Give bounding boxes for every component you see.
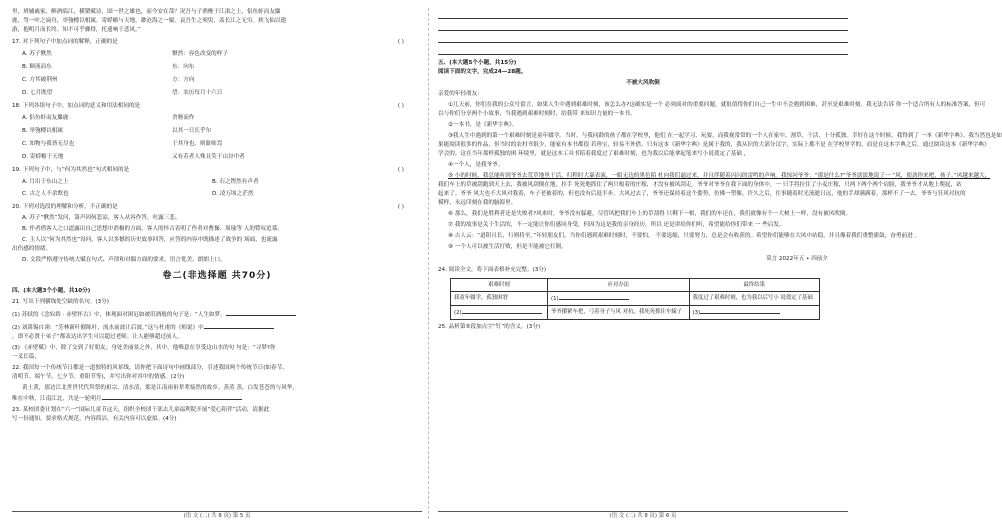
option-d-note: 望：农历每月十六日 — [172, 90, 223, 96]
paragraph-2: ②一本书，是《新华字典》。 — [448, 122, 518, 128]
table-header: 最终结果 — [689, 279, 820, 292]
q24-table — [450, 278, 820, 320]
option-a-pair: 舍簪而作 — [172, 115, 195, 121]
paragraph-3-end: 学会的。这在当年那样孤独的困 环境里，就是这本工具书陪着我度过了艰难时刻，也为我以后能拿起笔来写小说奠定了基础 ， — [438, 151, 750, 157]
option-a: A. 苏子愀然 — [22, 51, 52, 57]
q21-item-3: (3) 《赤壁赋》中，除了交到了好朋友、身处美丽景之外，其中，他唯意在享受这山水的句 句是：“寻梦?你 — [12, 345, 276, 351]
option-d: D. 凌万顷之茫然 — [212, 191, 254, 197]
page-footer: (语 文 (二) 共 8 页) 第 6 页 — [609, 513, 677, 519]
section-title: 四、(本大题3个小题，共10分) — [12, 288, 91, 294]
volume-two-title: 卷二(非选择题 共70分) — [162, 271, 272, 281]
paragraph-1: ①几天前，你们在我的公众号留言，如果人生中遇到艰难时刻，该怎么办?这确实是一个 必须面对的重要问题，就很值得你们自己一生中不会遇到困难，甚至是艰难时刻。我无法告诉 你一个适合所有人的标准答案，但可 — [448, 102, 986, 108]
answer-line[interactable] — [438, 22, 848, 31]
salutation: 亲爱的年轻朋友： — [438, 91, 483, 97]
question-23-cont: 写一份通知。要求格式规范，内容简洁。有关内容可以虚拟。(4分) — [12, 416, 177, 422]
option-d-pair: 又有若者人殊且笑于山谷中者 — [172, 154, 245, 160]
blank-fill[interactable] — [226, 309, 296, 316]
paragraph-9: ⑨ 一个人可以被生活打败，但是不能被它打倒。 — [448, 244, 567, 250]
option-c-cont: 出伤感的情绪。 — [12, 246, 52, 252]
section-intro: 阅读下面的文字，完成24—28题。 — [438, 69, 527, 75]
option-a: A. 苏子“愀然”发问，箫声因何悲凉，客人从容作答，吐露三悲。 — [22, 215, 181, 221]
option-c-note: 方：方向 — [172, 77, 195, 83]
answer-paren: ( ) — [397, 204, 404, 210]
table-header: 应对办法 — [547, 279, 689, 292]
paragraph-7: ⑦ 我的故事是关于生活的，不一定能让你们感同身受，但因为这是我的亲身经历，所以 还是讲给你们听，希望能给你们带来 一 些启发。 — [448, 222, 785, 228]
paragraph-4: ④一个人，是我爷爷。 — [448, 162, 504, 168]
table-cell: 我童年辍学，孤独困窘 — [451, 292, 548, 306]
option-b: B. 作者借客人之口道露出自己思想中消极的方面，客人的怀古表明了作者对曹操、周瑜等 人的赞叹追慕。 — [22, 226, 283, 232]
option-b-note: 东：向东 — [172, 64, 195, 70]
q21-item-3-cont: 一叉长篇， — [12, 354, 40, 360]
answer-paren: ( ) — [397, 39, 404, 45]
question-stem: 19. 下列句子中，与“何为其然也”句式相同的是 — [12, 167, 130, 173]
question-stem: 20. 下列对选段的理解和分析，不正确的是 — [12, 204, 118, 210]
option-d: D. 文段严格遵守传统大赋在句式、声律和对偶方面的要求，语言优美，朗朗上口。 — [22, 257, 226, 263]
option-a: A. 侣鱼虾而友麋鹿 — [22, 115, 69, 121]
question-20 — [12, 203, 422, 265]
question-25: 25. 品析第⑤段加点字“钉”的含义。(3分) — [438, 324, 541, 330]
q22-poem-cont: 唯在中秋，江南江北，共是一轮明月 — [12, 393, 422, 404]
option-a: A. 月出于东山之上 — [22, 179, 69, 185]
paragraph-8: ⑧ 古人云：“道阻且长，行则将至。”年轻朋友们，当你们遇到艰难时刻时，不要怕， 不要退缩，只要努力，总是会有收获的。希望你们能够在大风中站稳，并且像着我们重整旗鼓，奋勇前进 。 — [448, 233, 921, 239]
option-b-pair: 以其一日长乎尔 — [172, 128, 212, 134]
blank-fill[interactable] — [102, 393, 242, 400]
q21-item-2: (2) 刘禹锡自诩：“芳林新叶催陈叶，流水前波让后波。”这与杜甫的《师说》中 — [12, 322, 422, 333]
question-21: 21. 写出下列横线处空缺的名句。(3分) — [12, 299, 109, 305]
question-23: 23. 某校团委计划在“六一”国际儿童节这天，组织全校团干部去儿童福利院开展“爱心陪伴”活动，请据此 — [12, 407, 270, 413]
answer-lines — [438, 10, 848, 55]
option-b: B. 举匏樽以相属 — [22, 128, 63, 134]
passage-line: 游，抱明月而长终。知不可乎骤得，托遗响于悲风。” — [12, 27, 141, 33]
paragraph-3-cont: 果能阅读很多的作品，但当时的农村书很少，能家有本书都很 若珍宝，轻易不外借，只有这本《新华字典》是属于我的，我从识的大部分汉字，实际上都不是 在学校里学的，而是在这本字典之后，通过阅读这本《新华字典》 — [438, 142, 990, 148]
paragraph-5-end: 模样，永远印刻在我的脑海里。 — [438, 200, 517, 206]
q21-item-2-cont: ，即不必贤于弟子”都表达出学生可以超过老师。让人能够超过前人。 — [12, 334, 183, 340]
option-d: D. 七月既望 — [22, 90, 53, 96]
paragraph-5-cont: 我们车上的草被刮跑到天上去，我被风刮倒在地，拉手 死死地抓住了两只根着的庄稼，才没有被风刮走。爷爷对爷爷在我下面的身体中，一 只手将拉住了小麦庄稼，只两下两个两个肩膀，我爷爷才从地上爬起，站 — [438, 182, 962, 188]
option-c: C. 方其破荆州 — [22, 77, 58, 83]
question-22: 22. 我国每一个传统节日都是一道独特的风景线，请你把下面诗句中画线部分，引述我国两个传统节日(如春节、 — [12, 365, 288, 371]
question-24: 24. 阅读全文，将下面表格补充完整。(3分) — [438, 267, 547, 273]
paragraph-1-cont: 以与你们分享两个小故事，当我遇到艰难时刻时，给我带 来知识力量的一本书。 — [438, 111, 636, 117]
passage-continuation — [12, 8, 422, 35]
table-cell: 我度过了艰难时刻，也为我以后写小 说奠定了基础 — [689, 292, 820, 306]
section-five — [438, 59, 1002, 332]
answer-line[interactable] — [438, 34, 848, 43]
section-title: 五、(本大题5个小题，共15分) — [438, 60, 517, 66]
option-b: B. 石之铿然有声者 — [212, 179, 259, 185]
question-stem: 18. 下列各组句子中，加点词的意义和用法相同的是 — [12, 103, 141, 109]
option-c: C. 知物与我皆无尽也 — [22, 141, 75, 147]
table-cell[interactable]: (2) — [451, 306, 548, 320]
q22-poem: 黄土黄，那边江北世世代代拜祭的祖宗，清水清，那是江南祖祖辈辈接然的故乡。蒸蒸 蒸，白发苍苍的与风华， — [22, 385, 298, 391]
passage-line: 里，班辅戚家，醉酒临江，横槊赋诗，固一世之雄也，而今安在哉？况吾与子渔樵于江渚之上，侣鱼虾而友麋 — [12, 9, 281, 15]
answer-paren: ( ) — [397, 103, 404, 109]
table-header: 艰难时刻 — [451, 279, 548, 292]
page-divider — [428, 8, 429, 519]
q21-item-1: (1) 苏轼的《念奴娇 · 赤壁怀古》中，体现面对困厄如被旧酒般的句子是：“人生如梦， — [12, 309, 422, 320]
option-c: C. 主人以“何为其然也”设问，客人以多憾的历史故事回答，应答的内容中既描述了战争的 场面，也流露 — [22, 237, 278, 243]
answer-line[interactable] — [438, 10, 848, 19]
table-cell: 爷爷攥紧车把，弓着身子与风 对抗，我死死抓住车辕子 — [547, 306, 689, 320]
table-cell[interactable]: (3) — [689, 306, 820, 320]
question-stem: 17. 对下列句子中加点词的解释，正确的是 — [12, 39, 118, 45]
paragraph-6: ⑥ 那么，我们是胜利者还是失败者?风来时，爷爷没有躲避，尽管风把我们车上的草刮得 只剩下一根，我们的车还在，我们就像有个一大树上一样，没有被风吹倒。 — [448, 211, 852, 217]
question-19 — [12, 166, 422, 199]
answer-line[interactable] — [438, 46, 848, 55]
signature: 莫言 2022年五 • 四前夕 — [765, 256, 828, 262]
paragraph-5-cont: 起来了。爷爷 风大也不大风对我着，车子老被着的，但也没有后退半步，大风过去了，爷爷还保持着这个姿势，仿佛一塑像。许久之后，往事随着时光流逝日远，他的手却满满着，那样不了一去。爷爷与狂风对抗的 — [438, 191, 966, 197]
question-17 — [12, 38, 422, 98]
option-d: D. 寄蜉蝣于天地 — [22, 154, 64, 160]
section-four — [12, 287, 422, 424]
left-page — [12, 0, 422, 527]
passage-line: 鹿，驾一叶之扁舟，举匏樽以相属。寄蜉蝣与天地，渺沧海之一粟。哀吾生之须臾，羡长江之无穷。挟飞仙以遨 — [12, 18, 287, 24]
page-footer: (语 文 (二) 共 8 页) 第 5 页 — [183, 513, 251, 519]
question-18 — [12, 102, 422, 162]
table-cell[interactable]: (1) — [547, 292, 689, 306]
question-22-cont: 清明节、端午节、七夕节、重阳节等)，并写出你对其中的情感。(2分) — [12, 374, 185, 380]
option-c-pair: 于其身也，则耻师焉 — [172, 141, 223, 147]
option-b: B. 顺流而东 — [22, 64, 52, 70]
blank-fill[interactable] — [204, 322, 274, 329]
paragraph-5: ⑤ 小的时候，我总能听到爷爷去荒草地里干活，归程时大暴表演，一眼无边的黑色陌 杜向我们逼过来，并且伴随着闪闪的雷鸣的声响。我惊问爷爷：“那是什么?”爷爷淡淡地说了一 “风，使劲你来吧，孩子。”风越来越大， — [448, 173, 991, 179]
article-title: 不被大风吹倒 — [626, 80, 660, 86]
right-page — [438, 0, 1002, 527]
option-a-note: 愀然：容色改变的样子 — [172, 51, 228, 57]
paragraph-3: ③我人生中遇到的第一个艰难时刻是童年辍学。当时，与我同龄的孩子都在学校里，他们 在一起学习、玩耍，而我视常常的一个人在家中、割草、干活，十分孤独。幸好在这个时候，我得到了 一本《新华字典》。我当然也是如 — [448, 133, 1002, 139]
option-c: C. 古之人不余欺也 — [22, 191, 69, 197]
answer-paren: ( ) — [397, 167, 404, 173]
